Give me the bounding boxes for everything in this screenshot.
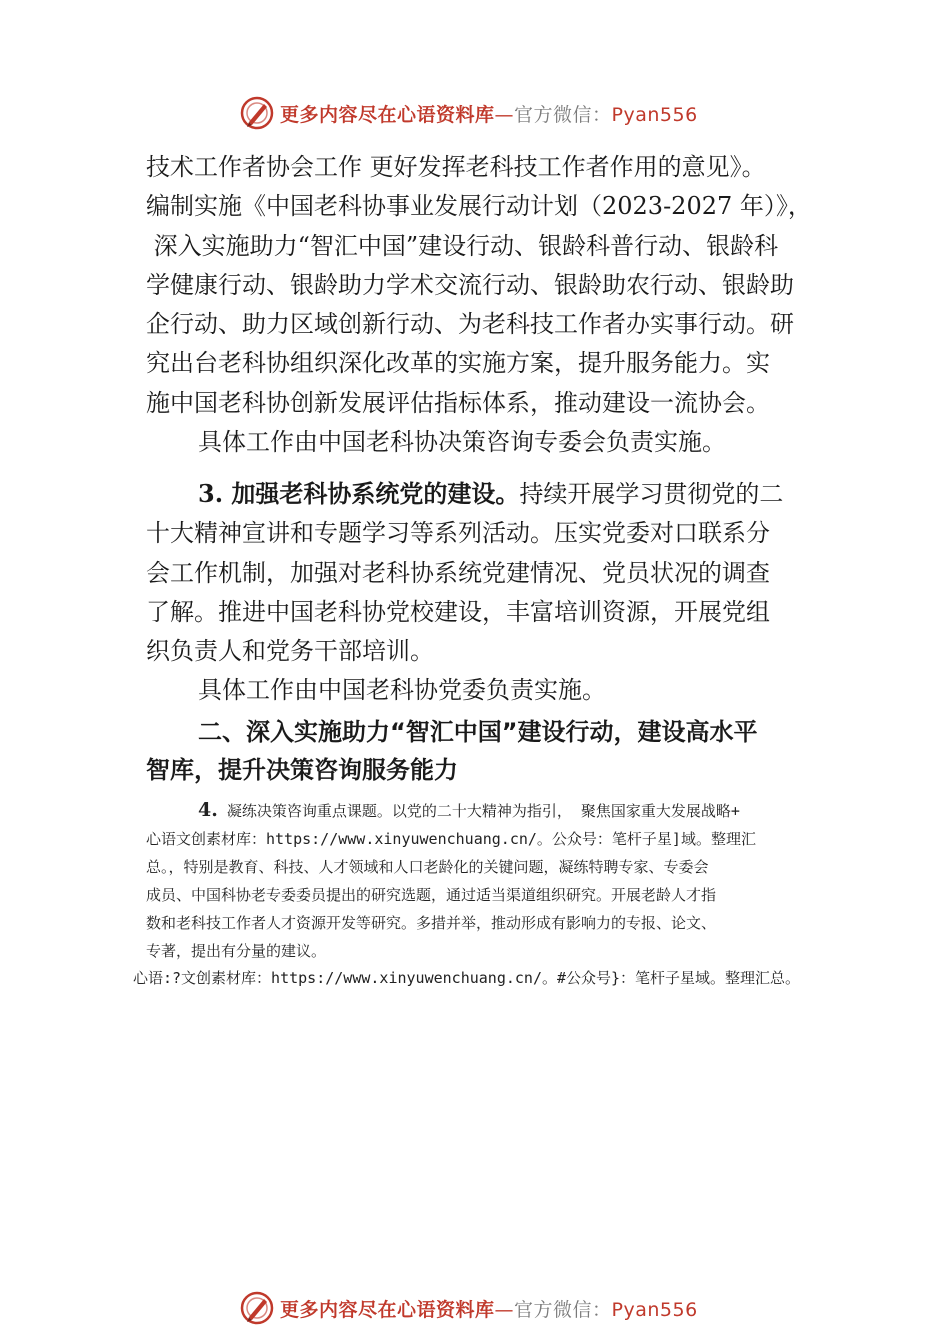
text-line: 会工作机制，加强对老科协系统党建情况、党员状况的调查 [146, 558, 770, 587]
heading-line: 二、深入实施助力“智汇中国”建设行动，建设高水平 [198, 718, 758, 746]
text-line: 企行动、助力区域创新行动、为老科技工作者办实事行动。研 [146, 310, 794, 339]
text-line: 成员、中国科协老专委委员提出的研究选题，通过适当渠道组织研究。开展老龄人才指 [146, 886, 717, 904]
text-line: 究出台老科协组织深化改革的实施方案，提升服务能力。实 [146, 349, 770, 378]
banner-wechat-id: Pyan556 [611, 104, 698, 126]
paragraph-1 [146, 148, 816, 462]
paragraph-3 [146, 474, 816, 711]
text-line: 心语文创素材库：https://www.xinyuwenchuang.cn/。公众号：笔杆子星]域。整理汇 [146, 830, 756, 848]
banner-wechat-label: 官方微信： [514, 104, 612, 126]
text-line: 编制实施《中国老科协事业发展行动计划（2023-2027 年）》， [146, 192, 812, 221]
text-line: 专著，提出有分量的建议。 [146, 942, 327, 960]
text-line: 十大精神宣讲和专题学习等系列活动。压实党委对口联系分 [146, 519, 770, 548]
section-2-heading [146, 713, 826, 789]
source-watermark-note: 心语:?文创素材库：https://www.xinyuwenchuang.cn/。#公众号}：笔杆子星域。整理汇总。 [133, 969, 801, 987]
banner-wechat-label: 官方微信： [514, 1299, 612, 1321]
text-line: 织负责人和党务干部培训。 [146, 637, 434, 666]
pen-logo-icon [240, 1291, 274, 1325]
text-line: 技术工作者协会工作 更好发挥老科技工作者作用的意见》。 [146, 153, 766, 181]
item-3-title: 3. 加强老科协系统党的建设。 [198, 479, 520, 508]
responsibility-note-2: 具体工作由中国老科协党委负责实施。 [198, 676, 606, 705]
pen-logo-icon [240, 96, 274, 130]
text-line: 持续开展学习贯彻党的二 [519, 480, 784, 508]
responsibility-note-1: 具体工作由中国老科协决策咨询专委会负责实施。 [198, 428, 726, 457]
banner-text: 更多内容尽在心语资料库—官方微信：Pyan556 [280, 104, 698, 126]
text-line: 了解。推进中国老科协党校建设，丰富培训资源，开展党组 [146, 597, 770, 626]
banner-title: 更多内容尽在心语资料库 [280, 104, 495, 126]
text-line: 凝练决策咨询重点课题。以党的二十大精神为指引， 聚焦国家重大发展战略+ [217, 802, 740, 820]
text-line: 学健康行动、银龄助力学术交流行动、银龄助农行动、银龄助 [146, 270, 794, 299]
banner-text: 更多内容尽在心语资料库—官方微信：Pyan556 [280, 1299, 698, 1321]
text-line: 深入实施助力“智汇中国”建设行动、银龄科普行动、银龄科 [146, 231, 779, 260]
header-banner [0, 94, 950, 134]
footer-banner [0, 1289, 950, 1329]
heading-line: 智库，提升决策咨询服务能力 [146, 756, 458, 784]
item-4-paragraph [146, 796, 826, 965]
text-line: 施中国老科协创新发展评估指标体系，推动建设一流协会。 [146, 388, 770, 417]
banner-title: 更多内容尽在心语资料库 [280, 1299, 495, 1321]
text-line: 数和老科技工作者人才资源开发等研究。多措并举，推动形成有影响力的专报、论文、 [146, 914, 717, 932]
banner-wechat-id: Pyan556 [611, 1299, 698, 1321]
item-4-number: 4. [198, 799, 218, 821]
text-line: 总。，特别是教育、科技、人才领域和人口老龄化的关键问题，凝练特聘专家、专委会 [146, 858, 709, 876]
